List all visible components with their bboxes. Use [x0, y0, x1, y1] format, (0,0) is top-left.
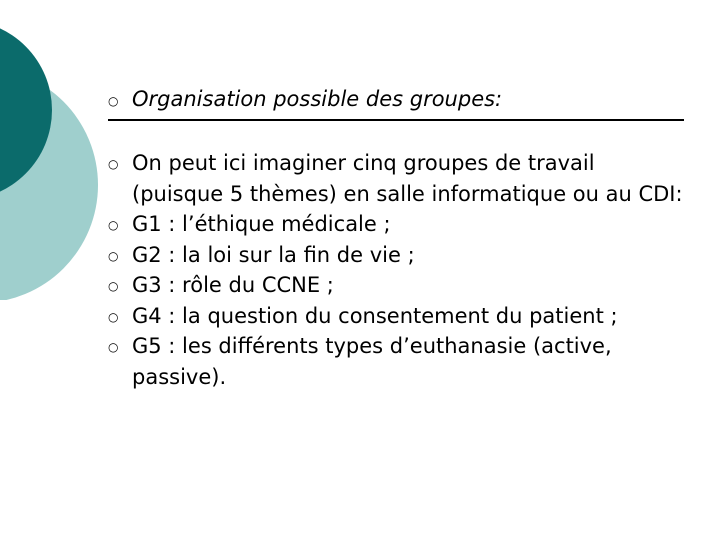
bullet-icon: ○ [108, 279, 119, 293]
list-item [108, 270, 688, 301]
title-divider [108, 119, 684, 121]
bullet-icon: ○ [108, 218, 119, 232]
list-item [108, 331, 688, 392]
list-item-text: G4 : la question du consentement du patient ; [132, 303, 618, 328]
bullet-icon: ○ [108, 309, 119, 324]
list-item-text: G5 : les différents types d’euthanasie (active, passive). [132, 334, 612, 389]
bullet-icon: ○ [108, 157, 119, 171]
list-item [108, 148, 688, 209]
list-item-text: On peut ici imaginer cinq groupes de travail (puisque 5 thèmes) en salle informatique ou au CDI: [132, 151, 683, 206]
list-item-text: G3 : rôle du CCNE ; [132, 273, 334, 297]
bullet-icon: ○ [108, 94, 119, 108]
bullet-list [108, 148, 688, 392]
slide-title: Organisation possible des groupes: [132, 87, 503, 111]
list-item [108, 240, 688, 271]
bullet-icon: ○ [108, 248, 119, 263]
bullet-icon: ○ [108, 340, 119, 354]
list-item-text: G1 : l’éthique médicale ; [132, 212, 391, 236]
list-item-text: G2 : la loi sur la fin de vie ; [132, 242, 415, 267]
decorative-teal-circles [0, 0, 120, 300]
list-item [108, 301, 688, 332]
list-item [108, 209, 688, 240]
